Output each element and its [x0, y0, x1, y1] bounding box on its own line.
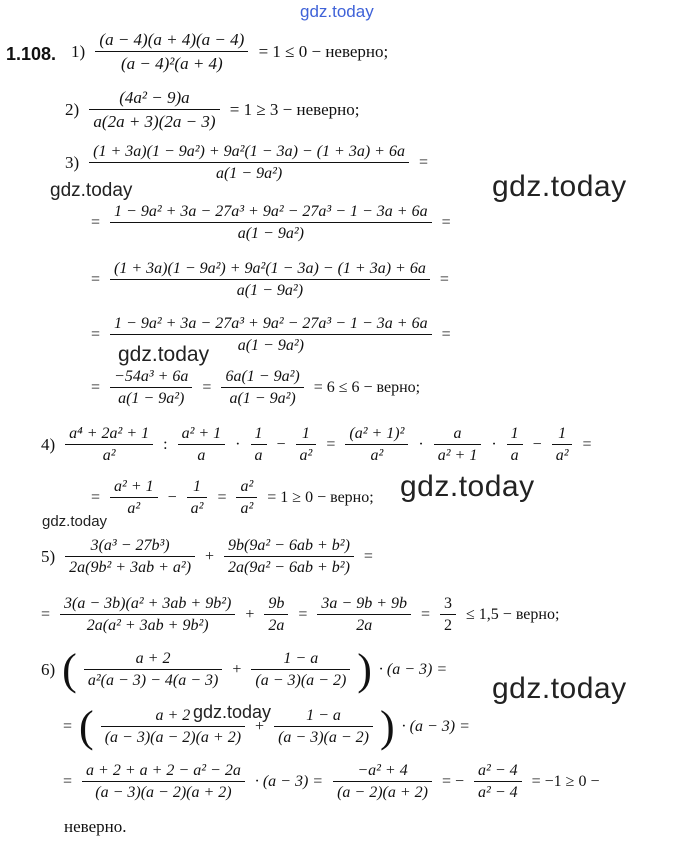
numerator: a + 2 [135, 650, 171, 667]
fraction [95, 30, 248, 74]
numerator: 1 [254, 425, 263, 442]
denominator: (a − 3)(a − 2)(a + 2) [82, 781, 245, 802]
denominator: (a − 4)²(a + 4) [95, 51, 248, 74]
numerator: 6a(1 − 9a²) [225, 368, 300, 385]
result-text: = −1 ≥ 0 − [531, 773, 600, 790]
result-text: = 1 ≥ 3 − неверно; [229, 100, 360, 119]
item-1 [68, 30, 391, 74]
denominator: a(1 − 9a²) [110, 279, 430, 300]
fraction [264, 595, 288, 635]
numerator: (a − 4)(a + 4)(a − 4) [99, 30, 245, 49]
fraction [65, 537, 195, 577]
fraction [317, 595, 411, 635]
fraction [224, 537, 354, 577]
watermark-top: gdz.today [300, 2, 374, 21]
item-3-line-4: = $\frac{\text{1 − 9a² + 3a − 27a³ + 9a² − 27a³ − 1 − 3a + 6a}}{\text{a(1 − 9a²)}}$ = [91, 315, 451, 354]
fraction [274, 707, 373, 747]
denominator: 2a(9b² + 3ab + a²) [65, 556, 195, 577]
numerator: 3 [444, 595, 453, 612]
item-4-line-1: 4) $\frac{\text{a⁴ + 2a² + 1}}{\text{a²}}$ : $\frac{\text{a² + 1}}{a}$ · $\frac{1}{a}$ − $\frac{1}{\text{a²}}$ = $\frac{\text{(a² + 1)²}}{\text{a²}}$ · $\frac{a}{\text{a² + 1}}$ · $\frac{1}{a}$ − $\frac{1}{\text{a²}}$ = [41, 425, 592, 464]
item-label: 2) [65, 100, 80, 119]
denominator: 2a(9a² − 6ab + b²) [224, 556, 354, 577]
numerator: (4a² − 9)a [119, 88, 190, 107]
numerator: a + 2 [155, 707, 191, 724]
item-3-line-3: = $\frac{\text{(1 + 3a)(1 − 9a²) + 9a²(1 − 3a) − (1 + 3a) + 6a}}{\text{a(1 − 9a²)}}$ = [91, 260, 449, 299]
fraction [187, 478, 208, 518]
denominator: (a − 2)(a + 2) [333, 781, 432, 802]
numerator: a + 2 + a + 2 − a² − 2a [86, 762, 241, 779]
fraction [434, 425, 482, 465]
denominator: a(1 − 9a²) [110, 334, 432, 355]
denominator: a(1 − 9a²) [221, 387, 303, 408]
fraction [251, 425, 267, 465]
item-label: 4) [41, 435, 56, 454]
denominator: a(2a + 3)(2a − 3) [89, 109, 219, 132]
numerator: (a² + 1)² [349, 425, 405, 442]
numerator: 1 − 9a² + 3a − 27a³ + 9a² − 27a³ − 1 − 3a + 6a [114, 203, 428, 220]
watermark: gdz.today [492, 672, 627, 705]
item-5-line-1: 5) $\frac{\text{3(a³ − 27b³)}}{\text{2a(9b² + 3ab + a²)}}$ + $\frac{\text{9b(9a² − 6ab + b²)}}{\text{2a(9a² − 6ab + b²)}}$ = [41, 537, 373, 576]
multiplier-text: · (a − 3) = [378, 661, 448, 678]
numerator: 1 [193, 478, 202, 495]
item-label: 5) [41, 547, 56, 566]
numerator: 1 − a [283, 650, 319, 667]
denominator: 2 [440, 614, 456, 635]
item-label: 1) [71, 42, 86, 61]
fraction [296, 425, 317, 465]
result-text: ≤ 1,5 − верно; [466, 606, 560, 623]
fraction [82, 762, 245, 802]
numerator: a [453, 425, 462, 442]
numerator: 1 [558, 425, 567, 442]
numerator: 9b(9a² − 6ab + b²) [228, 537, 350, 554]
numerator: 9b [268, 595, 285, 612]
fraction [552, 425, 573, 465]
result-text: = 6 ≤ 6 − верно; [313, 379, 421, 396]
denominator: a(1 − 9a²) [110, 222, 432, 243]
numerator: a² [240, 478, 254, 495]
fraction [221, 368, 303, 408]
denominator: 2a [317, 614, 411, 635]
denominator: 2a(a² + 3ab + 9b²) [60, 614, 235, 635]
fraction [507, 425, 523, 465]
numerator: 1 − a [306, 707, 341, 724]
fraction [89, 143, 409, 183]
fraction [345, 425, 408, 465]
denominator: a(1 − 9a²) [110, 387, 192, 408]
denominator: a [507, 444, 523, 465]
numerator: a² + 1 [181, 425, 222, 442]
denominator: a² [65, 444, 153, 465]
denominator: a² [296, 444, 317, 465]
numerator: 3(a − 3b)(a² + 3ab + 9b²) [64, 595, 232, 612]
fraction [110, 478, 158, 518]
fraction [101, 707, 245, 747]
numerator: 3a − 9b + 9b [321, 595, 407, 612]
denominator: a² + 1 [434, 444, 482, 465]
item-label: 6) [41, 660, 56, 679]
fraction [65, 425, 153, 465]
denominator: (a − 3)(a − 2) [274, 726, 373, 747]
item-6-line-1: 6) ( $\frac{a + 2}{\text{a²(a − 3) − 4(a − 3)}}$ + $\frac{1 - a}{(a - 3)(a - 2)}$ ) · (a − 3) = [41, 645, 448, 694]
fraction [474, 762, 522, 802]
multiplier-text: · (a − 3) = [401, 718, 470, 735]
result-text: = 1 ≤ 0 − неверно; [258, 42, 389, 61]
numerator: 1 [301, 425, 310, 442]
denominator: a² [345, 444, 408, 465]
fraction [440, 595, 456, 635]
watermark: gdz.today [118, 343, 210, 366]
numerator: (1 + 3a)(1 − 9a²) + 9a²(1 − 3a) − (1 + 3a) + 6a [93, 143, 405, 160]
item-4-line-2: = $\frac{\text{a² + 1}}{\text{a²}}$ − $\frac{1}{\text{a²}}$ = $\frac{\text{a²}}{\text{a²}}$ = 1 ≥ 0 − верно; [91, 478, 374, 517]
problem-number: 1.108. [6, 44, 57, 64]
denominator: a [178, 444, 226, 465]
fraction [333, 762, 432, 802]
denominator: a(1 − 9a²) [89, 162, 409, 183]
fraction [178, 425, 226, 465]
fraction [251, 650, 350, 690]
item-5-line-2: = $\frac{\text{3(a − 3b)(a² + 3ab + 9b²)}}{\text{2a(a² + 3ab + 9b²)}}$ + $\frac{9b}{2a}$ = $\frac{3a - 9b + 9b}{2a}$ = $\frac{3}{2}$ ≤ 1,5 − верно; [41, 595, 560, 634]
numerator: a² − 4 [478, 762, 518, 779]
item-2 [62, 88, 362, 132]
denominator: a²(a − 3) − 4(a − 3) [84, 669, 223, 690]
fraction [110, 203, 432, 243]
denominator: a² [552, 444, 573, 465]
denominator: (a − 3)(a − 2) [251, 669, 350, 690]
numerator: a² + 1 [114, 478, 154, 495]
fraction [84, 650, 223, 690]
item-label: 3) [65, 153, 80, 172]
equals-sign: = [418, 154, 428, 171]
denominator: a² [236, 497, 257, 518]
item-3-line-5: = $\frac{\text{−54a³ + 6a}}{\text{a(1 − 9a²)}}$ = $\frac{\text{6a(1 − 9a²)}}{\text{a(1 − 9a²)}}$ = 6 ≤ 6 − верно; [91, 368, 421, 407]
fraction [110, 315, 432, 355]
item-6-line-4: неверно. [64, 817, 127, 836]
denominator: a [251, 444, 267, 465]
item-6-line-3: = $\frac{\text{a + 2 + a + 2 − a² − 2a}}{(a - 3)(a - 2)(a + 2)}$ · (a − 3) = $\frac{\text{−a² + 4}}{(a - 2)(a + 2)}$ = − $\frac{\text{a² − 4}}{\text{a² − 4}}$ = −1 ≥ 0 − [63, 762, 600, 801]
numerator: 3(a³ − 27b³) [90, 537, 170, 554]
item-6-line-2: = ( $\frac{a + 2}{(a - 3)(a - 2)(a + 2)}$ + $\frac{1 - a}{(a - 3)(a - 2)}$ ) · (a − 3) = [63, 702, 470, 751]
watermark: gdz.today [193, 702, 272, 722]
denominator: (a − 3)(a − 2)(a + 2) [101, 726, 245, 747]
denominator: a² − 4 [474, 781, 522, 802]
watermark: gdz.today [400, 470, 535, 503]
numerator: −54a³ + 6a [114, 368, 189, 385]
item-3-line-2: = $\frac{\text{1 − 9a² + 3a − 27a³ + 9a² − 27a³ − 1 − 3a + 6a}}{\text{a(1 − 9a²)}}$ = [91, 203, 451, 242]
numerator: −a² + 4 [357, 762, 408, 779]
watermark: gdz.today [42, 513, 108, 530]
fraction [236, 478, 257, 518]
watermark: gdz.today [492, 170, 627, 203]
denominator: a² [187, 497, 208, 518]
result-text: = 1 ≥ 0 − верно; [267, 489, 374, 506]
fraction [60, 595, 235, 635]
item-3-line-1 [62, 143, 431, 183]
numerator: (1 + 3a)(1 − 9a²) + 9a²(1 − 3a) − (1 + 3a) + 6a [114, 260, 426, 277]
denominator: a² [110, 497, 158, 518]
numerator: a⁴ + 2a² + 1 [69, 425, 150, 442]
denominator: 2a [264, 614, 288, 635]
multiplier-text: · (a − 3) = [254, 773, 324, 790]
numerator: 1 − 9a² + 3a − 27a³ + 9a² − 27a³ − 1 − 3a + 6a [114, 315, 428, 332]
numerator: 1 [510, 425, 519, 442]
fraction [110, 260, 430, 300]
fraction [110, 368, 192, 408]
watermark: gdz.today [50, 180, 133, 201]
fraction [89, 88, 219, 132]
